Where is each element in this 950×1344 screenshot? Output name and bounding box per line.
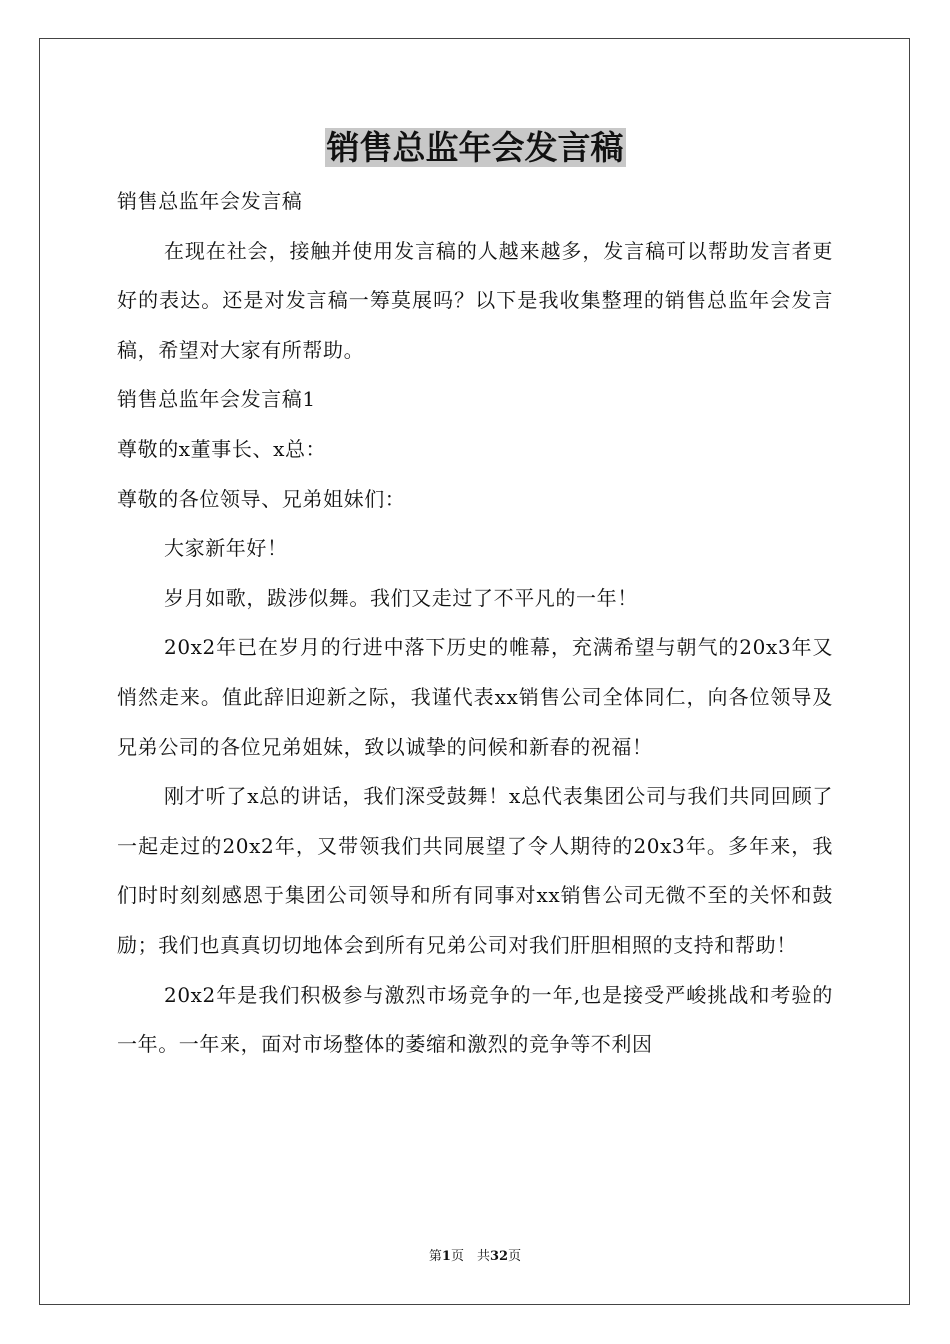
footer-total-pages: 32	[489, 1249, 509, 1264]
paragraph: 尊敬的各位领导、兄弟姐妹们：	[117, 486, 406, 511]
document-body	[117, 177, 833, 1070]
footer-mid: 页 共	[450, 1249, 490, 1264]
paragraph: 20x2年是我们积极参与激烈市场竞争的一年,也是接受严峻挑战和考验的一年。一年来，面对市场整体的萎缩和激烈的竞争等不利因	[117, 982, 833, 1057]
footer-page-number: 1	[441, 1249, 451, 1264]
document-title	[0, 127, 950, 169]
paragraph: 在现在社会，接触并使用发言稿的人越来越多，发言稿可以帮助发言者更好的表达。还是对发言稿一筹莫展吗？以下是我收集整理的销售总监年会发言稿，希望对大家有所帮助。	[117, 238, 833, 362]
footer-suffix: 页	[508, 1249, 522, 1264]
paragraph: 尊敬的x董事长、x总：	[117, 436, 327, 461]
paragraph: 销售总监年会发言稿1	[117, 387, 316, 412]
footer-prefix: 第	[428, 1249, 442, 1264]
paragraph: 销售总监年会发言稿	[117, 189, 303, 213]
page-footer	[0, 1248, 950, 1266]
paragraph: 20x2年已在岁月的行进中落下历史的帷幕，充满希望与朝气的20x3年又悄然走来。值此辞旧迎新之际，我谨代表xx销售公司全体同仁，向各位领导及兄弟公司的各位兄弟姐妹，致以诚挚的问候和新春的祝福！	[117, 635, 833, 759]
paragraph: 岁月如歌，跋涉似舞。我们又走过了不平凡的一年！	[164, 585, 638, 610]
paragraph: 刚才听了x总的讲话，我们深受鼓舞！x总代表集团公司与我们共同回顾了一起走过的20x2年，又带领我们共同展望了令人期待的20x3年。多年来，我们时时刻刻感恩于集团公司领导和所有同事对xx销售公司无微不至的关怀和鼓励；我们也真真切切地体会到所有兄弟公司对我们肝胆相照的支持和帮助！	[117, 784, 833, 957]
paragraph: 大家新年好！	[164, 536, 288, 561]
document-title-text: 销售总监年会发言稿	[326, 128, 624, 167]
